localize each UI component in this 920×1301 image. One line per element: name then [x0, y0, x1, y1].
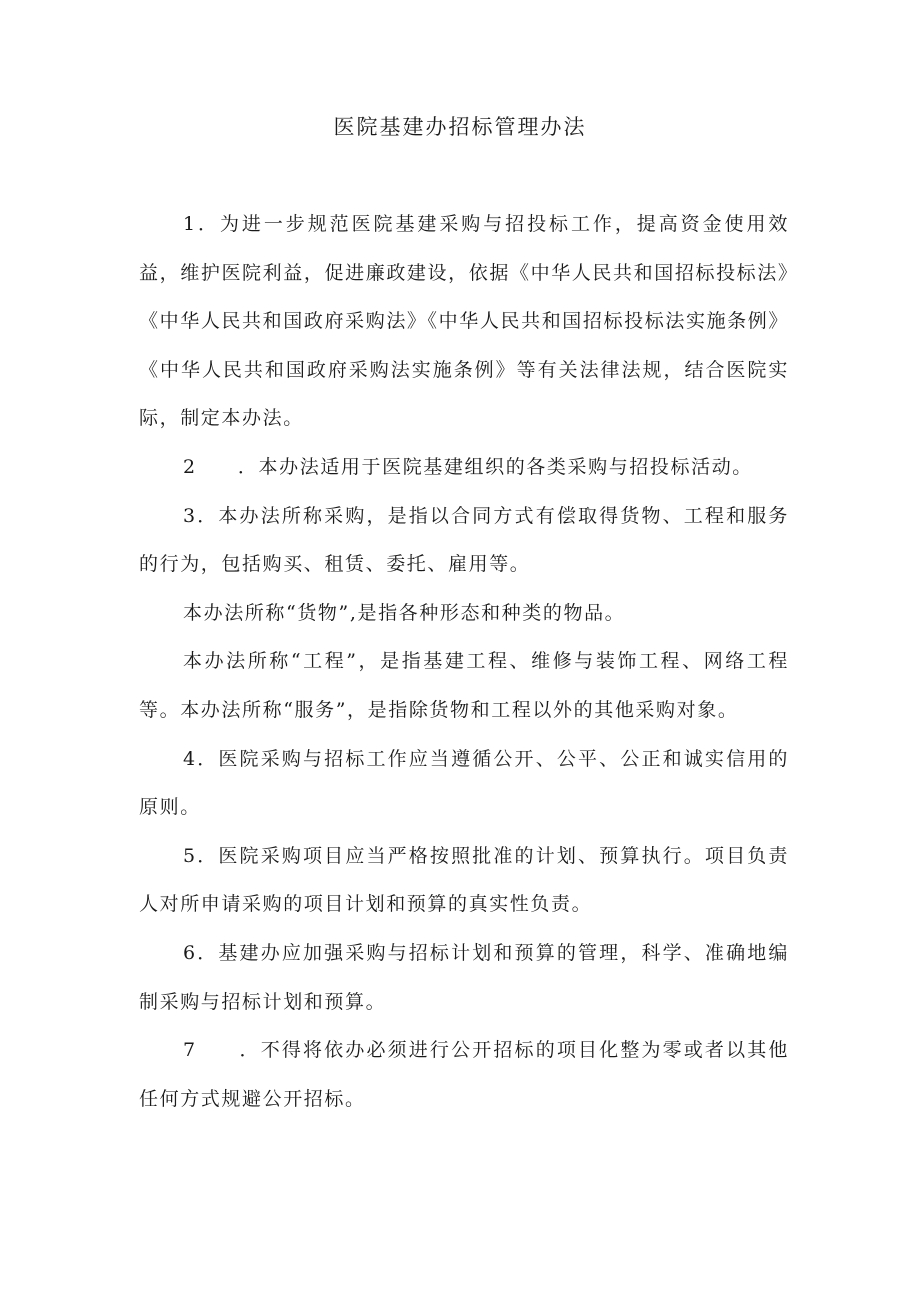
document-body: [139, 200, 789, 1123]
paragraph-article-4: 4．医院采购与招标工作应当遵循公开、公平、公正和诚实信用的原则。: [139, 747, 789, 819]
paragraph-goods-definition: 本办法所称“货物”,是指各种形态和种类的物品。: [183, 601, 626, 624]
paragraph-works-services-definition: 本办法所称“工程”，是指基建工程、维修与装饰工程、网络工程等。本办法所称“服务”，是指除货物和工程以外的其他采购对象。: [139, 650, 789, 721]
paragraph-article-7: 7 ．不得将依办必须进行公开招标的项目化整为零或者以其他任何方式规避公开招标。: [139, 1039, 789, 1110]
document-title: 医院基建办招标管理办法: [333, 115, 587, 139]
paragraph-article-1: 1．为进一步规范医院基建采购与招投标工作，提高资金使用效益，维护医院利益，促进廉政建设，依据《中华人民共和国招标投标法》《中华人民共和国政府采购法》《中华人民共和国招标投标法实施条例》《中华人民共和国政府采购法实施条例》等有关法律法规，结合医院实际，制定本办法。: [139, 213, 789, 430]
paragraph-article-2: 2 ．本办法适用于医院基建组织的各类采购与招投标活动。: [183, 455, 753, 478]
paragraph-article-5: 5．医院采购项目应当严格按照批准的计划、预算执行。项目负责人对所申请采购的项目计划和预算的真实性负责。: [139, 844, 789, 916]
paragraph-article-3: 3．本办法所称采购，是指以合同方式有偿取得货物、工程和服务的行为，包括购买、租赁、委托、雇用等。: [139, 504, 789, 576]
paragraph-article-6: 6．基建办应加强采购与招标计划和预算的管理，科学、准确地编制采购与招标计划和预算。: [139, 941, 789, 1013]
